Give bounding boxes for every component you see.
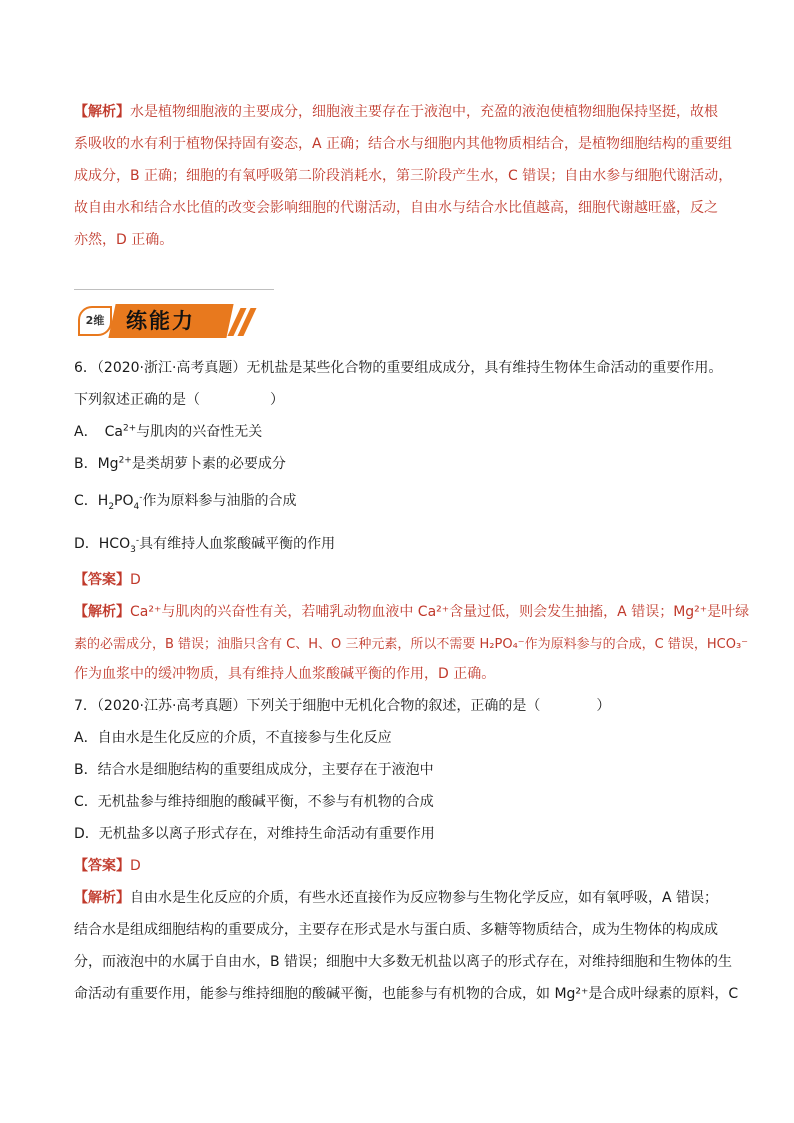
option-a bbox=[74, 421, 262, 441]
answer-value: D bbox=[130, 572, 141, 588]
analysis-line: 命活动有重要作用，能参与维持细胞的酸碱平衡，也能参与有机物的合成，如 Mg²⁺是合成叶绿素的原料，C bbox=[74, 986, 739, 1002]
analysis-line: 分，而液泡中的水属于自由水，B 错误；细胞中大多数无机盐以离子的形式存在，对维持细胞和生物体的生 bbox=[74, 954, 733, 970]
question-stem: 7．（2020·江苏·高考真题）下列关于细胞中无机化合物的叙述，正确的是（ ） bbox=[74, 698, 611, 714]
option-a-prefix: A． Ca bbox=[74, 424, 123, 440]
answer-tag: 【答案】 bbox=[74, 572, 130, 588]
option-c-mid: PO bbox=[114, 493, 134, 509]
option-b bbox=[74, 453, 286, 473]
option-c-prefix: C．H bbox=[74, 493, 109, 509]
analysis-tag: 【解析】 bbox=[74, 104, 130, 120]
option-d: D．无机盐多以离子形式存在，对维持生命活动有重要作用 bbox=[74, 826, 435, 842]
analysis-text: Ca²⁺与肌肉的兴奋性有关，若哺乳动物血液中 Ca²⁺含量过低，则会发生抽搐，A 错误；Mg²⁺是叶绿 bbox=[130, 604, 750, 620]
option-b: B．结合水是细胞结构的重要组成成分，主要存在于液泡中 bbox=[74, 762, 434, 778]
answer-value: D bbox=[130, 858, 141, 874]
analysis-line: 素的必需成分，B 错误；油脂只含有 C、H、O 三种元素，所以不需要 H₂PO₄⁻作为原料参与的合成，C 错误，HCO₃⁻ bbox=[74, 637, 749, 652]
analysis-line: 作为血浆中的缓冲物质，具有维持人血浆酸碱平衡的作用，D 正确。 bbox=[74, 666, 496, 682]
analysis-line: 成成分，B 正确；细胞的有氧呼吸第二阶段消耗水，第三阶段产生水，C 错误；自由水参与细胞代谢活动， bbox=[74, 168, 733, 184]
option-d-sup: - bbox=[135, 535, 140, 546]
option-c-sub2: 4 bbox=[133, 501, 140, 512]
answer-line bbox=[74, 569, 141, 589]
option-b-prefix: B．Mg bbox=[74, 456, 119, 472]
question-stem: 6．（2020·浙江·高考真题）无机盐是某些化合物的重要组成成分，具有维持生物体生命活动的重要作用。 bbox=[74, 360, 723, 376]
option-c: C．无机盐参与维持细胞的酸碱平衡，不参与有机物的合成 bbox=[74, 794, 434, 810]
banner-badge: 2维 bbox=[78, 306, 112, 336]
analysis-tag: 【解析】 bbox=[74, 604, 130, 620]
analysis-line bbox=[74, 601, 749, 621]
option-c bbox=[74, 490, 297, 512]
analysis-text: 自由水是生化反应的介质，有些水还直接作为反应物参与生物化学反应，如有氧呼吸，A 错误； bbox=[130, 890, 719, 906]
banner-title: 练能力 bbox=[126, 309, 195, 333]
answer-line bbox=[74, 855, 141, 875]
option-d-text: 具有维持人血浆酸碱平衡的作用 bbox=[139, 536, 336, 552]
option-a-text: 与肌肉的兴奋性无关 bbox=[136, 424, 263, 440]
option-d bbox=[74, 533, 335, 555]
option-c-sup: - bbox=[139, 492, 143, 503]
option-c-text: 作为原料参与油脂的合成 bbox=[142, 493, 297, 509]
analysis-line bbox=[74, 887, 718, 907]
section-banner bbox=[78, 302, 258, 338]
analysis-tag: 【解析】 bbox=[74, 890, 130, 906]
option-d-prefix: D．HCO bbox=[74, 536, 131, 552]
analysis-line: 结合水是组成细胞结构的重要成分，主要存在形式是水与蛋白质、多糖等物质结合，成为生物体的构成成 bbox=[74, 922, 718, 938]
analysis-text: 水是植物细胞液的主要成分，细胞液主要存在于液泡中，充盈的液泡使植物细胞保持坚挺，故根 bbox=[130, 104, 718, 120]
option-c-sub1: 2 bbox=[108, 501, 115, 512]
answer-tag: 【答案】 bbox=[74, 858, 130, 874]
option-a-sup: 2+ bbox=[122, 423, 137, 434]
option-a: A．自由水是生化反应的介质，不直接参与生化反应 bbox=[74, 730, 392, 746]
option-b-text: 是类胡萝卜素的必要成分 bbox=[131, 456, 286, 472]
analysis-line: 故自由水和结合水比值的改变会影响细胞的代谢活动，自由水与结合水比值越高，细胞代谢越旺盛，反之 bbox=[74, 200, 718, 216]
option-b-sup: 2+ bbox=[118, 455, 132, 466]
question-stem: 下列叙述正确的是（ ） bbox=[74, 392, 284, 408]
analysis-line bbox=[74, 101, 718, 121]
option-d-sub: 3 bbox=[130, 544, 136, 555]
section-divider bbox=[74, 289, 274, 290]
analysis-line: 亦然，D 正确。 bbox=[74, 232, 174, 248]
analysis-line: 系吸收的水有利于植物保持固有姿态，A 正确；结合水与细胞内其他物质相结合，是植物细胞结构的重要组 bbox=[74, 136, 733, 152]
